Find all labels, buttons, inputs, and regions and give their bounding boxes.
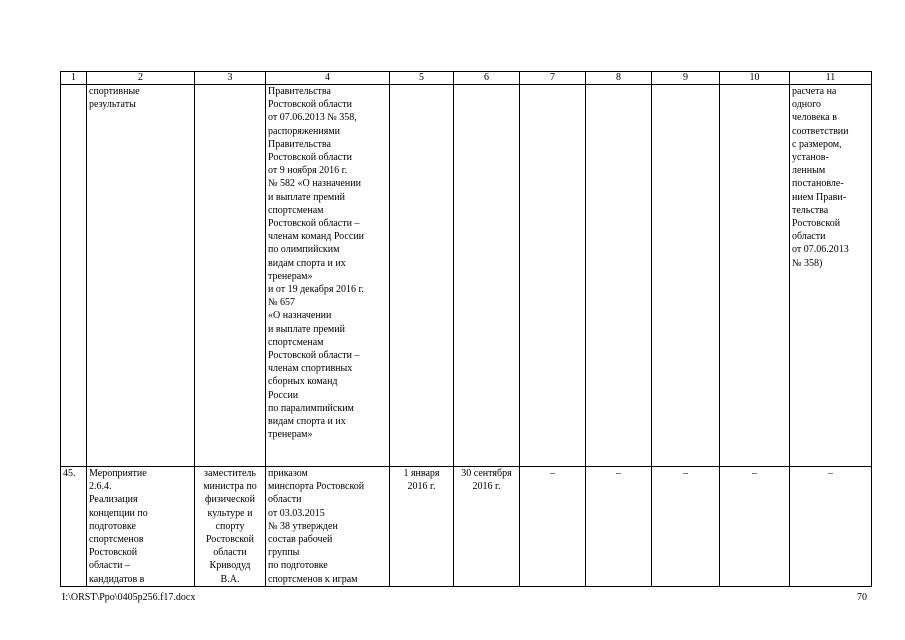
- end-date-cell: [454, 85, 520, 467]
- value-cell: –: [652, 467, 720, 587]
- end-date-cell: 30 сентября 2016 г.: [454, 467, 520, 587]
- value-cell: [586, 85, 652, 467]
- column-number-row: [61, 72, 872, 85]
- column-number: 7: [520, 72, 586, 85]
- column-number: 3: [195, 72, 266, 85]
- row-number-cell: 45.: [61, 467, 87, 587]
- column-number: 1: [61, 72, 87, 85]
- column-number: 6: [454, 72, 520, 85]
- value-cell: –: [520, 467, 586, 587]
- value-cell: [720, 85, 790, 467]
- responsible-cell: [195, 85, 266, 467]
- row-number-cell: [61, 85, 87, 467]
- value-cell: [520, 85, 586, 467]
- column-number: 9: [652, 72, 720, 85]
- column-number: 5: [390, 72, 454, 85]
- result-cell: Правительства Ростовской области от 07.06.2013 № 358, распоряжениями Правительства Ростовской области от 9 ноября 2016 г. № 582 «О назначении и выплате премий спортсменам Ростовской области – членам команд России по олимпийским видам спорта и их тренерам» и от 19 декабря 2016 г. № 657 «О назначении и выплате премий спортсменам Ростовской области – членам спортивных сборных команд России по паралимпийским видам спорта и их тренерам»: [266, 85, 390, 467]
- table-row: [61, 467, 872, 587]
- value-cell: –: [720, 467, 790, 587]
- start-date-cell: 1 января 2016 г.: [390, 467, 454, 587]
- value-cell: –: [586, 467, 652, 587]
- activity-cell: Мероприятие 2.6.4. Реализация концепции по подготовке спортсменов Ростовской области – кандидатов в: [87, 467, 195, 587]
- value-cell: [652, 85, 720, 467]
- file-path: I:\ORST\Ppo\0405p256.f17.docx: [62, 592, 196, 603]
- column-number: 2: [87, 72, 195, 85]
- page-number: 70: [857, 592, 867, 603]
- activity-cell: спортивные результаты: [87, 85, 195, 467]
- column-number: 10: [720, 72, 790, 85]
- result-cell: приказом минспорта Ростовской области от 03.03.2015 № 38 утвержден состав рабочей группы по подготовке спортсменов к играм: [266, 467, 390, 587]
- table-row: [61, 85, 872, 467]
- column-number: 11: [790, 72, 872, 85]
- start-date-cell: [390, 85, 454, 467]
- note-cell: –: [790, 467, 872, 587]
- column-number: 4: [266, 72, 390, 85]
- note-cell: расчета на одного человека в соответствии с размером, установ- ленным постановле- нием Прави- тельства Ростовской области от 07.06.2013 № 358): [790, 85, 872, 467]
- program-table: [60, 71, 872, 587]
- column-number: 8: [586, 72, 652, 85]
- responsible-cell: заместитель министра по физической культуре и спорту Ростовской области Криводуд В.А.: [195, 467, 266, 587]
